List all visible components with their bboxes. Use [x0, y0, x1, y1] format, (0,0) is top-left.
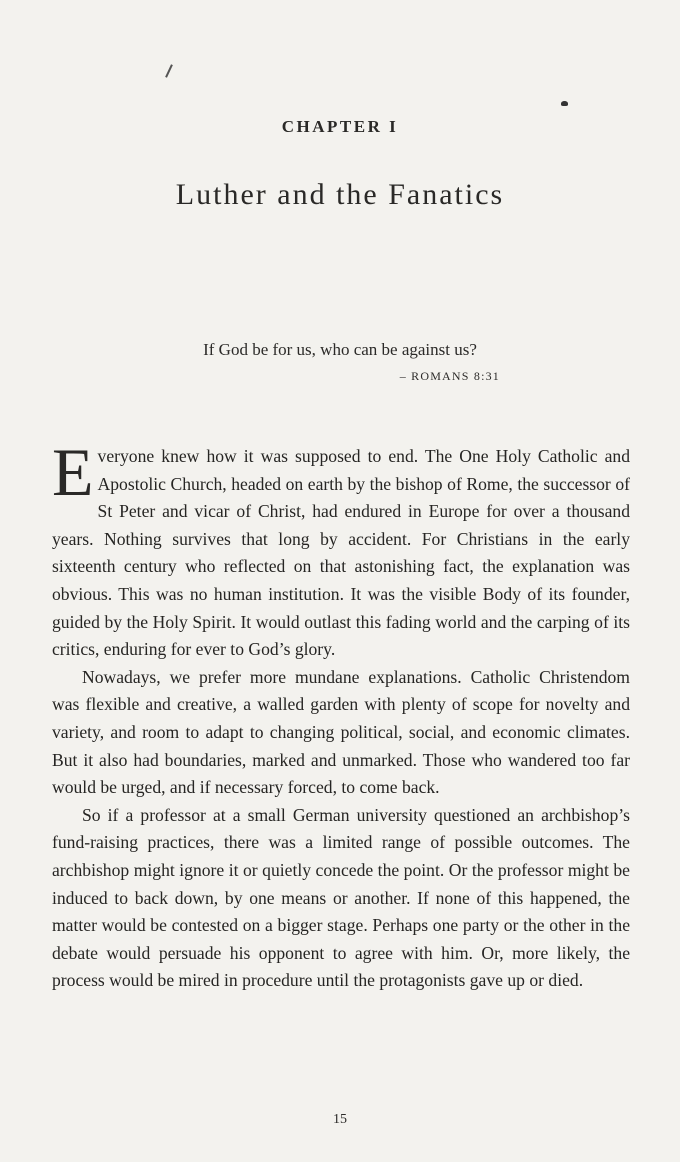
- paragraph-1-text: veryone knew how it was supposed to end. The One Holy Catholic and Apostolic Church, headed on earth by the bishop of Rome, the successor of St Peter and vicar of Christ, had endured in Europe for over a thousand years. Nothing survives that long by accident. For Christians in the early sixteenth century who reflected on that astonishing fact, the explanation was obvious. This was no human institution. It was the visible Body of its founder, guided by the Holy Spirit. It would outlast this fading world and the carping of its critics, enduring for ever to God’s glory.: [52, 446, 630, 660]
- chapter-title: Luther and the Fanatics: [175, 178, 505, 211]
- paragraph-3: So if a professor at a small German university questioned an archbishop’s fund-raising practices, there was a limited range of possible outcomes. The archbishop might ignore it or quietly concede the point. Or the professor might be induced to back down, by one means or another. If none of this happened, the matter would be contested on a bigger stage. Perhaps one party or the other in the debate would persuade his opponent to agree with him. Or, more likely, the process would be mired in procedure until the protagonists gave up or died.: [52, 804, 630, 991]
- drop-cap: E: [52, 434, 94, 510]
- pencil-mark: [165, 64, 173, 78]
- epigraph-source: – ROMANS 8:31: [399, 369, 500, 383]
- body-text: [52, 434, 630, 995]
- paragraph-1: [52, 434, 630, 664]
- epigraph-quote: If God be for us, who can be against us?: [203, 340, 477, 359]
- page-number: 15: [333, 1112, 347, 1127]
- paragraph-2: Nowadays, we prefer more mundane explanations. Catholic Christendom was flexible and creative, a walled garden with plenty of scope for novelty and variety, and room to adapt to changing political, social, and economic climates. But it also had boundaries, marked and unmarked. Those who wandered too far would be urged, and if necessary forced, to come back.: [52, 666, 630, 798]
- ink-spot: [561, 101, 568, 106]
- chapter-label: CHAPTER I: [281, 117, 399, 136]
